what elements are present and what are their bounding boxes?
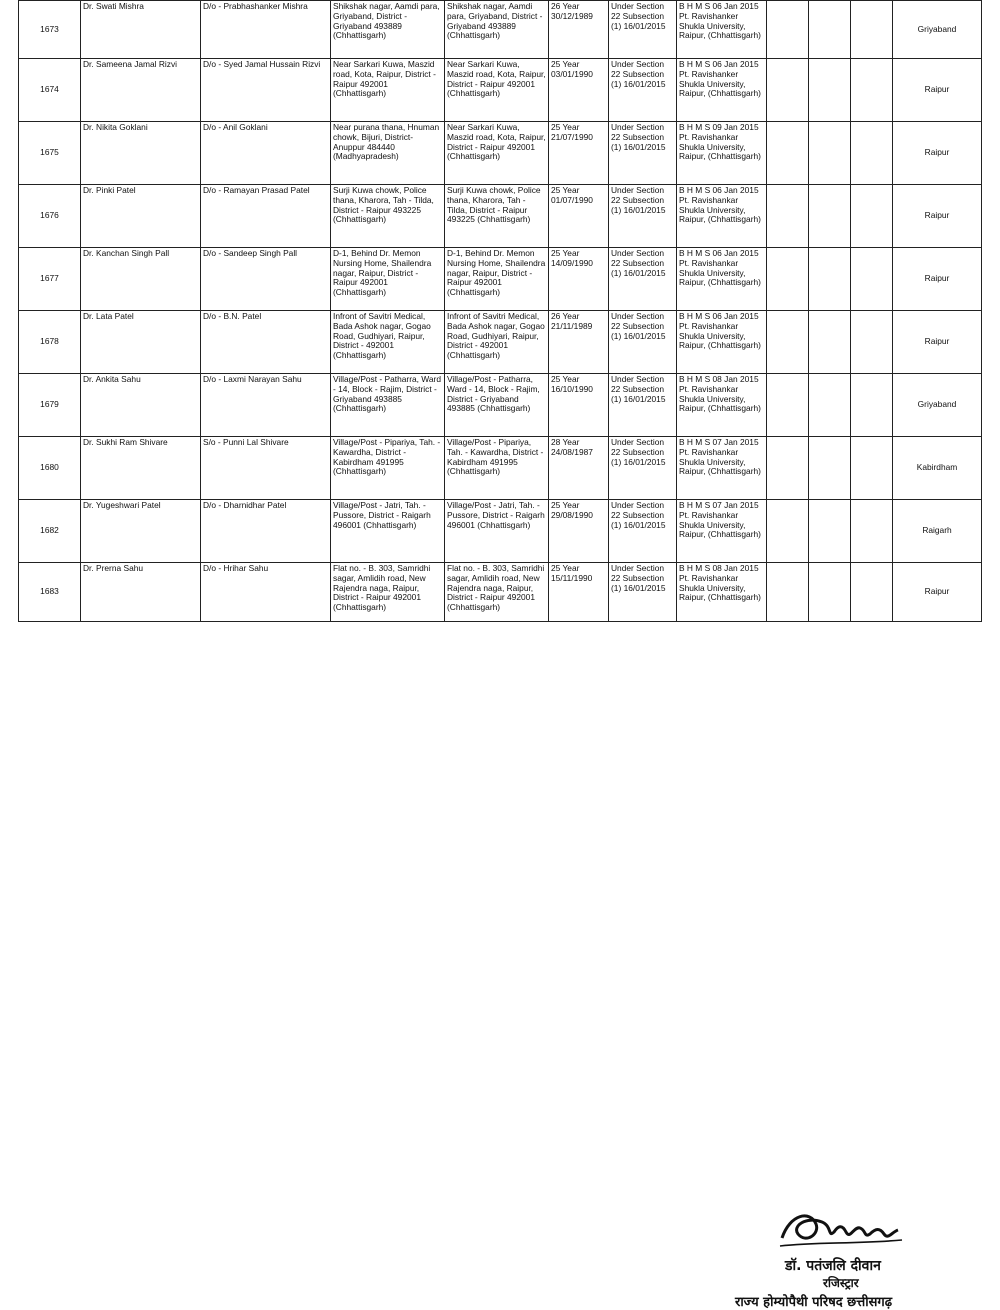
correspondence-address: Near Sarkari Kuwa, Maszid road, Kota, Raipur, District - Raipur 492001 (Chhattisgarh) — [445, 122, 549, 185]
age-dob: 25 Year 01/07/1990 — [549, 185, 609, 248]
age-dob: 25 Year 16/10/1990 — [549, 374, 609, 437]
age-dob: 25 Year 14/09/1990 — [549, 248, 609, 311]
qualification: B H M S 07 Jan 2015 Pt. Ravishankar Shukla University, Raipur, (Chhattisgarh) — [677, 500, 767, 563]
district: Kabirdham — [893, 437, 982, 500]
doctor-name: Dr. Lata Patel — [81, 311, 201, 374]
serial-number: 1678 — [19, 311, 81, 374]
district: Raipur — [893, 122, 982, 185]
blank-cell — [809, 59, 851, 122]
blank-cell — [851, 185, 893, 248]
table-row — [19, 374, 982, 437]
age-dob: 28 Year 24/08/1987 — [549, 437, 609, 500]
blank-cell — [809, 374, 851, 437]
correspondence-address: D-1, Behind Dr. Memon Nursing Home, Shailendra nagar, Raipur, District - Raipur 492001 (Chhattisgarh) — [445, 248, 549, 311]
qualification: B H M S 06 Jan 2015 Pt. Ravishanker Shukla University, Raipur, (Chhattisgarh) — [677, 1, 767, 59]
correspondence-address: Infront of Savitri Medical, Bada Ashok nagar, Gogao Road, Gudhiyari, Raipur, District - 492001 (Chhattisgarh) — [445, 311, 549, 374]
qualification: B H M S 08 Jan 2015 Pt. Ravishankar Shukla University, Raipur, (Chhattisgarh) — [677, 563, 767, 622]
blank-cell — [767, 122, 809, 185]
age-dob: 25 Year 21/07/1990 — [549, 122, 609, 185]
serial-number: 1683 — [19, 563, 81, 622]
doctor-name: Dr. Pinki Patel — [81, 185, 201, 248]
relation: D/o - Sandeep Singh Pall — [201, 248, 331, 311]
blank-cell — [809, 248, 851, 311]
permanent-address: Village/Post - Patharra, Ward - 14, Block - Rajim, District - Griyaband 493885 (Chhattisgarh) — [331, 374, 445, 437]
table-row — [19, 122, 982, 185]
registration-section: Under Section 22 Subsection (1) 16/01/2015 — [609, 122, 677, 185]
table-row — [19, 59, 982, 122]
blank-cell — [809, 122, 851, 185]
registration-section: Under Section 22 Subsection (1) 16/01/2015 — [609, 185, 677, 248]
relation: D/o - Syed Jamal Hussain Rizvi — [201, 59, 331, 122]
registrar-designation: रजिस्ट्रार — [823, 1276, 859, 1290]
relation: D/o - Laxmi Narayan Sahu — [201, 374, 331, 437]
registration-section: Under Section 22 Subsection (1) 16/01/2015 — [609, 1, 677, 59]
registration-section: Under Section 22 Subsection (1) 16/01/2015 — [609, 500, 677, 563]
doctor-name: Dr. Sameena Jamal Rizvi — [81, 59, 201, 122]
serial-number: 1675 — [19, 122, 81, 185]
blank-cell — [767, 185, 809, 248]
serial-number: 1677 — [19, 248, 81, 311]
qualification: B H M S 06 Jan 2015 Pt. Ravishankar Shukla University, Raipur, (Chhattisgarh) — [677, 311, 767, 374]
permanent-address: Village/Post - Jatri, Tah. - Pussore, District - Raigarh 496001 (Chhattisgarh) — [331, 500, 445, 563]
permanent-address: Shikshak nagar, Aamdi para, Griyaband, District - Griyaband 493889 (Chhattisgarh) — [331, 1, 445, 59]
registration-section: Under Section 22 Subsection (1) 16/01/2015 — [609, 374, 677, 437]
age-dob: 25 Year 03/01/1990 — [549, 59, 609, 122]
serial-number: 1676 — [19, 185, 81, 248]
district: Raipur — [893, 185, 982, 248]
permanent-address: Infront of Savitri Medical, Bada Ashok nagar, Gogao Road, Gudhiyari, Raipur, District - 492001 (Chhattisgarh) — [331, 311, 445, 374]
blank-cell — [767, 374, 809, 437]
doctor-name: Dr. Kanchan Singh Pall — [81, 248, 201, 311]
district: Griyaband — [893, 374, 982, 437]
qualification: B H M S 06 Jan 2015 Pt. Ravishankar Shukla University, Raipur, (Chhattisgarh) — [677, 248, 767, 311]
serial-number: 1682 — [19, 500, 81, 563]
blank-cell — [851, 500, 893, 563]
blank-cell — [767, 1, 809, 59]
table-row — [19, 437, 982, 500]
qualification: B H M S 06 Jan 2015 Pt. Ravishanker Shukla University, Raipur, (Chhattisgarh) — [677, 59, 767, 122]
age-dob: 26 Year 21/11/1989 — [549, 311, 609, 374]
serial-number: 1674 — [19, 59, 81, 122]
blank-cell — [851, 311, 893, 374]
qualification: B H M S 08 Jan 2015 Pt. Ravishankar Shukla University, Raipur, (Chhattisgarh) — [677, 374, 767, 437]
age-dob: 25 Year 15/11/1990 — [549, 563, 609, 622]
relation: D/o - B.N. Patel — [201, 311, 331, 374]
correspondence-address: Near Sarkari Kuwa, Maszid road, Kota, Raipur, District - Raipur 492001 (Chhattisgarh) — [445, 59, 549, 122]
permanent-address: Flat no. - B. 303, Samridhi sagar, Amlidih road, New Rajendra naga, Raipur, District - Raipur 492001 (Chhattisgarh) — [331, 563, 445, 622]
doctor-name: Dr. Swati Mishra — [81, 1, 201, 59]
doctor-name: Dr. Ankita Sahu — [81, 374, 201, 437]
age-dob: 25 Year 29/08/1990 — [549, 500, 609, 563]
blank-cell — [809, 1, 851, 59]
blank-cell — [767, 248, 809, 311]
registration-section: Under Section 22 Subsection (1) 16/01/2015 — [609, 563, 677, 622]
registration-section: Under Section 22 Subsection (1) 16/01/2015 — [609, 437, 677, 500]
table-row — [19, 185, 982, 248]
district: Raipur — [893, 563, 982, 622]
table-row — [19, 1, 982, 59]
blank-cell — [767, 59, 809, 122]
serial-number: 1680 — [19, 437, 81, 500]
district: Griyaband — [893, 1, 982, 59]
correspondence-address: Flat no. - B. 303, Samridhi sagar, Amlidih road, New Rajendra naga, Raipur, District - Raipur 492001 (Chhattisgarh) — [445, 563, 549, 622]
serial-number: 1679 — [19, 374, 81, 437]
age-dob: 26 Year 30/12/1989 — [549, 1, 609, 59]
correspondence-address: Village/Post - Patharra, Ward - 14, Block - Rajim, District - Griyaband 493885 (Chhattisgarh) — [445, 374, 549, 437]
relation: D/o - Ramayan Prasad Patel — [201, 185, 331, 248]
correspondence-address: Village/Post - Jatri, Tah. - Pussore, District - Raigarh 496001 (Chhattisgarh) — [445, 500, 549, 563]
permanent-address: Village/Post - Pipariya, Tah. - Kawardha, District - Kabirdham 491995 (Chhattisgarh) — [331, 437, 445, 500]
correspondence-address: Village/Post - Pipariya, Tah. - Kawardha, District - Kabirdham 491995 (Chhattisgarh) — [445, 437, 549, 500]
relation: S/o - Punni Lal Shivare — [201, 437, 331, 500]
blank-cell — [851, 437, 893, 500]
registration-section: Under Section 22 Subsection (1) 16/01/2015 — [609, 59, 677, 122]
register-table — [18, 0, 982, 622]
blank-cell — [851, 59, 893, 122]
table-row — [19, 248, 982, 311]
registrar-signature — [776, 1204, 906, 1254]
qualification: B H M S 09 Jan 2015 Pt. Ravishankar Shukla University, Raipur, (Chhattisgarh) — [677, 122, 767, 185]
district: Raipur — [893, 248, 982, 311]
relation: D/o - Anil Goklani — [201, 122, 331, 185]
registration-section: Under Section 22 Subsection (1) 16/01/2015 — [609, 311, 677, 374]
doctor-name: Dr. Sukhi Ram Shivare — [81, 437, 201, 500]
district: Raipur — [893, 59, 982, 122]
blank-cell — [851, 248, 893, 311]
serial-number: 1673 — [19, 1, 81, 59]
registrar-name: डॉ. पतंजलि दीवान — [785, 1258, 881, 1274]
qualification: B H M S 06 Jan 2015 Pt. Ravishankar Shukla University, Raipur, (Chhattisgarh) — [677, 185, 767, 248]
qualification: B H M S 07 Jan 2015 Pt. Ravishankar Shukla University, Raipur, (Chhattisgarh) — [677, 437, 767, 500]
district: Raipur — [893, 311, 982, 374]
blank-cell — [809, 437, 851, 500]
relation: D/o - Prabhashanker Mishra — [201, 1, 331, 59]
relation: D/o - Hrihar Sahu — [201, 563, 331, 622]
permanent-address: Near purana thana, Hnuman chowk, Bijuri, District- Anuppur 484440 (Madhyapradesh) — [331, 122, 445, 185]
blank-cell — [809, 500, 851, 563]
relation: D/o - Dharnidhar Patel — [201, 500, 331, 563]
blank-cell — [767, 437, 809, 500]
table-row — [19, 311, 982, 374]
blank-cell — [851, 374, 893, 437]
council-name: राज्य होम्योपैथी परिषद छत्तीसगढ़ — [735, 1295, 893, 1310]
registrar-footer — [0, 600, 1000, 1310]
correspondence-address: Surji Kuwa chowk, Police thana, Kharora, Tah - Tilda, District - Raipur 493225 (Chhattisgarh) — [445, 185, 549, 248]
permanent-address: Near Sarkari Kuwa, Maszid road, Kota, Raipur, District - Raipur 492001 (Chhattisgarh) — [331, 59, 445, 122]
table-row — [19, 500, 982, 563]
doctor-name: Dr. Yugeshwari Patel — [81, 500, 201, 563]
permanent-address: Surji Kuwa chowk, Police thana, Kharora, Tah - Tilda, District - Raipur 493225 (Chhattisgarh) — [331, 185, 445, 248]
registration-section: Under Section 22 Subsection (1) 16/01/2015 — [609, 248, 677, 311]
blank-cell — [809, 185, 851, 248]
doctor-name: Dr. Nikita Goklani — [81, 122, 201, 185]
doctor-name: Dr. Prerna Sahu — [81, 563, 201, 622]
blank-cell — [809, 311, 851, 374]
blank-cell — [767, 311, 809, 374]
district: Raigarh — [893, 500, 982, 563]
blank-cell — [851, 1, 893, 59]
correspondence-address: Shikshak nagar, Aamdi para, Griyaband, District - Griyaband 493889 (Chhattisgarh) — [445, 1, 549, 59]
blank-cell — [851, 122, 893, 185]
blank-cell — [767, 500, 809, 563]
permanent-address: D-1, Behind Dr. Memon Nursing Home, Shailendra nagar, Raipur, District - Raipur 492001 (Chhattisgarh) — [331, 248, 445, 311]
